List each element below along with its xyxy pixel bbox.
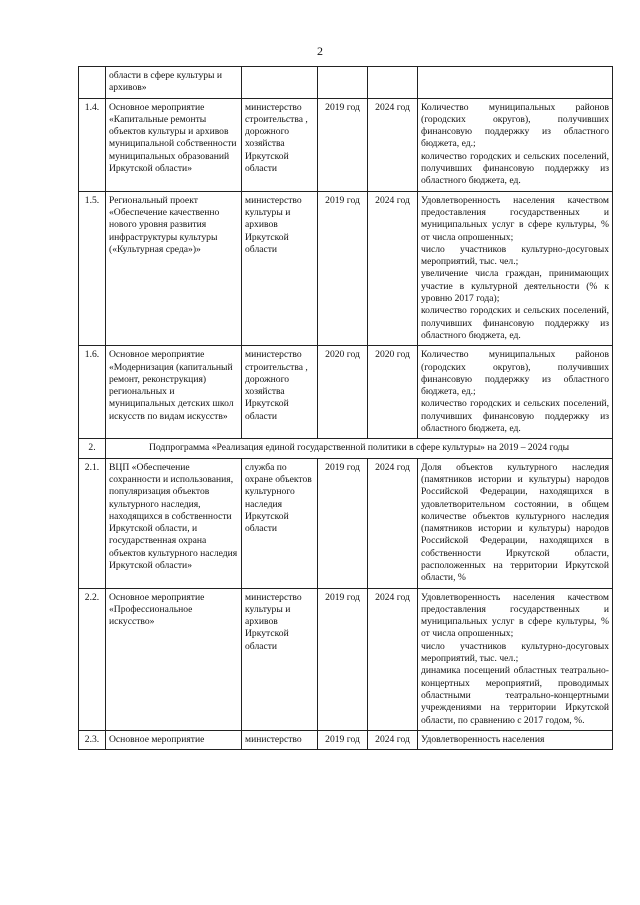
table-row [79, 346, 613, 439]
start-year [318, 67, 368, 99]
result-indicators: Количество муниципальных районов (городских округов), получивших финансовую поддержку из областного бюджета, ед.; количество городских и сельских поселений, получивших финансовую поддержку из областного бюджета, ед. [418, 346, 613, 439]
start-year: 2019 год [318, 458, 368, 588]
executor [242, 67, 318, 99]
row-number: 2.2. [79, 588, 106, 730]
executor: служба по охране объектов культурного наследия Иркутской области [242, 458, 318, 588]
result-indicators: Удовлетворенность населения качеством предоставления государственных и муниципальных услуг в сфере культуры, % от числа опрошенных; число участников культурно-досуговых мероприятий, тыс. чел.; динамика посещений областных театрально-концертных мероприятий, проводимых областными театрально-концертными учреждениями на территории Иркутской области, по сравнению с 2017 годом, %. [418, 588, 613, 730]
start-year: 2019 год [318, 588, 368, 730]
executor: министерство культуры и архивов Иркутской области [242, 191, 318, 346]
result-indicators: Удовлетворенность населения качеством предоставления государственных и муниципальных услуг в сфере культуры, % от числа опрошенных; число участников культурно-досуговых мероприятий, тыс. чел.; увеличение числа граждан, принимающих участие в культурной деятельности (% к уровню 2017 года); количество городских и сельских поселений, получивших финансовую поддержку из областного бюджета, ед. [418, 191, 613, 346]
result-indicators: Удовлетворенность населения [418, 730, 613, 749]
result-indicators [418, 67, 613, 99]
end-year: 2024 год [368, 458, 418, 588]
event-name: Основное мероприятие «Капитальные ремонты объектов культуры и архивов муниципальной собственности муниципальных образований Иркутской области» [106, 98, 242, 191]
row-number: 1.4. [79, 98, 106, 191]
executor: министерство строительства , дорожного хозяйства Иркутской области [242, 346, 318, 439]
start-year: 2019 год [318, 98, 368, 191]
row-number: 2.1. [79, 458, 106, 588]
event-name: области в сфере культуры и архивов» [106, 67, 242, 99]
table-row [79, 191, 613, 346]
page-number: 2 [317, 44, 323, 58]
end-year: 2020 год [368, 346, 418, 439]
event-name: Основное мероприятие «Профессиональное искусство» [106, 588, 242, 730]
table-row [79, 67, 613, 99]
executor: министерство [242, 730, 318, 749]
end-year: 2024 год [368, 730, 418, 749]
event-name: Основное мероприятие [106, 730, 242, 749]
event-name: ВЦП «Обеспечение сохранности и использования, популяризация объектов культурного наследия, находящихся в собственности Иркутской области, и государственная охрана объектов культурного наследия Иркутской области» [106, 458, 242, 588]
start-year: 2019 год [318, 191, 368, 346]
row-number: 2.3. [79, 730, 106, 749]
subprogram-row [79, 439, 613, 458]
row-number: 1.6. [79, 346, 106, 439]
row-number: 1.5. [79, 191, 106, 346]
end-year: 2024 год [368, 191, 418, 346]
result-indicators: Доля объектов культурного наследия (памятников истории и культуры) народов Российской Федерации, находящихся в удовлетворительном состоянии, в общем количестве объектов культурного наследия (памятников истории и культуры) народов Российской Федерации, находящихся в собственности Иркутской области, расположенных на территории Иркутской области, % [418, 458, 613, 588]
executor: министерство культуры и архивов Иркутской области [242, 588, 318, 730]
executor: министерство строительства , дорожного хозяйства Иркутской области [242, 98, 318, 191]
row-number [79, 67, 106, 99]
start-year: 2019 год [318, 730, 368, 749]
table-row [79, 588, 613, 730]
event-name: Основное мероприятие «Модернизация (капитальный ремонт, реконструкция) региональных и муниципальных детских школ искусств по видам искусств» [106, 346, 242, 439]
end-year: 2024 год [368, 588, 418, 730]
end-year [368, 67, 418, 99]
subprogram-title: Подпрограмма «Реализация единой государственной политики в сфере культуры» на 2019 – 2024 годы [106, 439, 613, 458]
result-indicators: Количество муниципальных районов (городских округов), получивших финансовую поддержку из областного бюджета, ед.; количество городских и сельских поселений, получивших финансовую поддержку из областного бюджета, ед. [418, 98, 613, 191]
subprogram-number: 2. [79, 439, 106, 458]
start-year: 2020 год [318, 346, 368, 439]
table-row [79, 98, 613, 191]
event-name: Региональный проект «Обеспечение качественно нового уровня развития инфраструктуры культуры («Культурная среда»)» [106, 191, 242, 346]
table-row [79, 458, 613, 588]
measures-table [78, 66, 613, 750]
end-year: 2024 год [368, 98, 418, 191]
table-row [79, 730, 613, 749]
